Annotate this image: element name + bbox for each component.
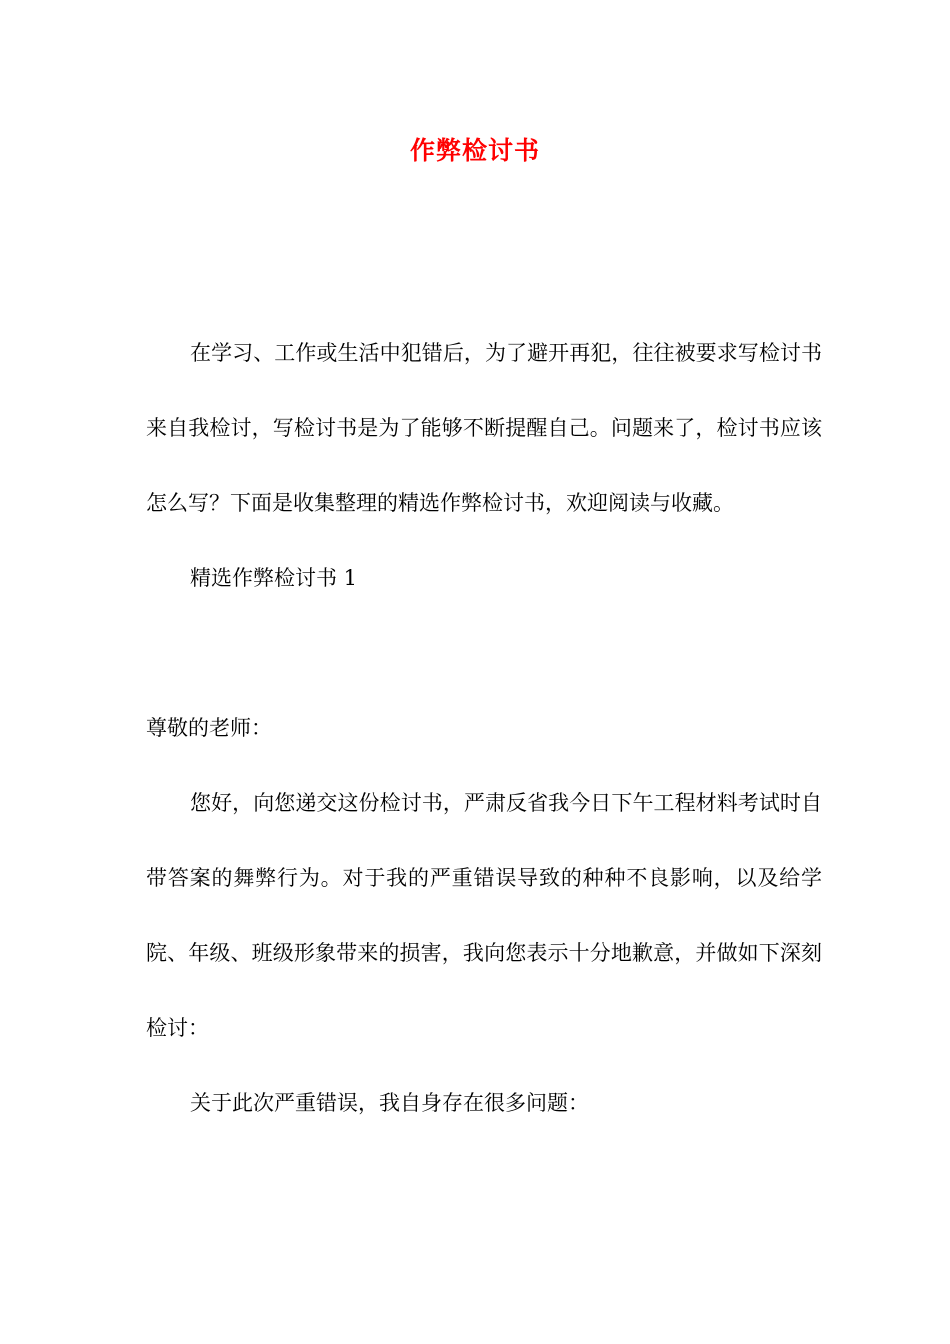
- document-title: 作弊检讨书: [409, 136, 540, 165]
- section-heading: 精选作弊检讨书 1: [190, 566, 358, 590]
- letter-paragraph: 关于此次严重错误，我自身存在很多问题：: [190, 1091, 589, 1115]
- document-body: [146, 316, 822, 1141]
- intro-paragraph: 在学习、工作或生活中犯错后，为了避开再犯，往往被要求写检讨书来自我检讨，写检讨书是为了能够不断提醒自己。问题来了，检讨书应该怎么写？下面是收集整理的精选作弊检讨书，欢迎阅读与收藏。: [146, 341, 822, 515]
- salutation: 尊敬的老师：: [146, 716, 272, 740]
- blank-line: [146, 616, 822, 691]
- letter-paragraph: 您好，向您递交这份检讨书，严肃反省我今日下午工程材料考试时自带答案的舞弊行为。对于我的严重错误导致的种种不良影响，以及给学院、年级、班级形象带来的损害，我向您表示十分地歉意，并做如下深刻检讨：: [146, 791, 822, 1040]
